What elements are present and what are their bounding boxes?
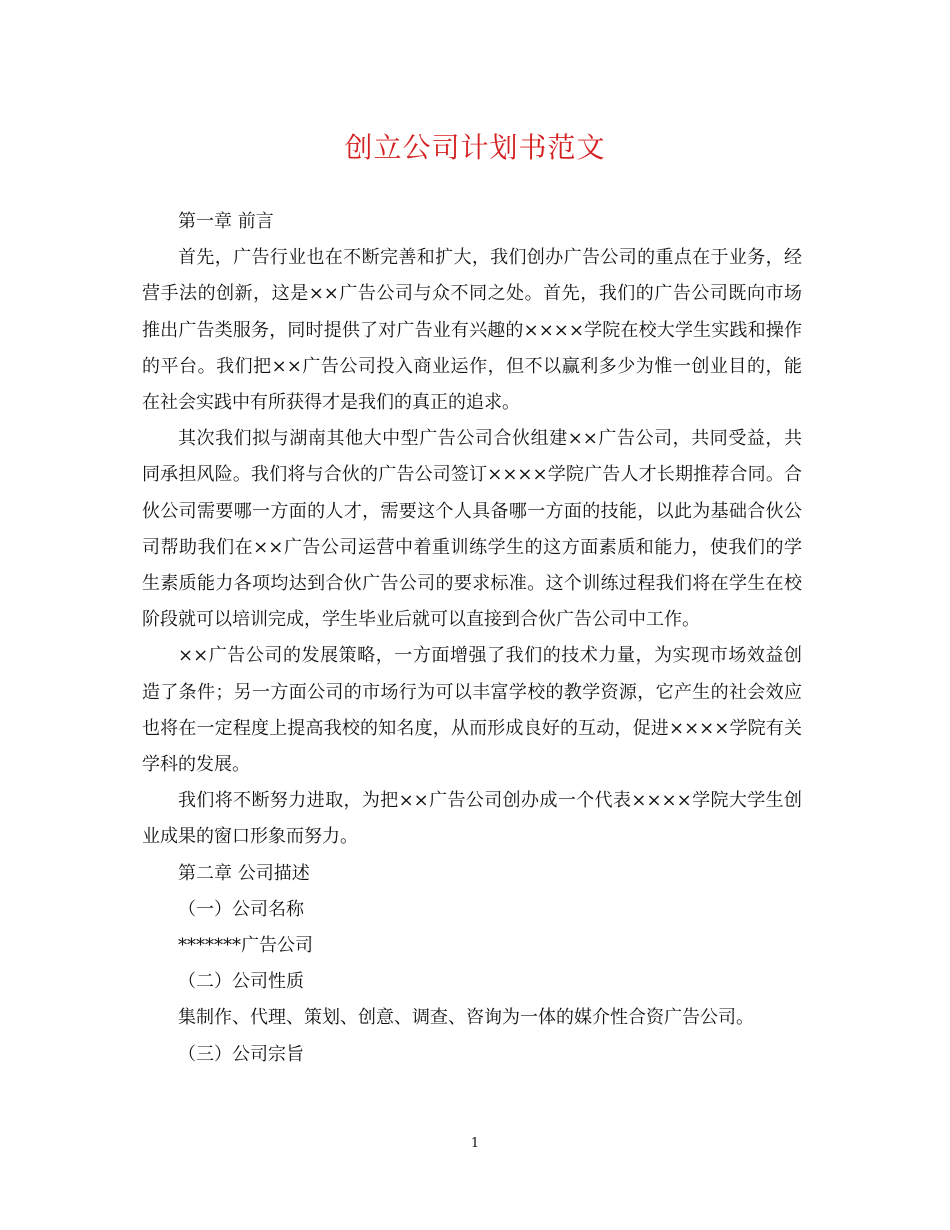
chapter-heading: 第二章 公司描述 [178,862,310,884]
body-paragraph: *******广告公司 [178,935,313,957]
page-number: 1 [470,1136,480,1151]
body-paragraph: 我们将不断努力进取，为把××广告公司创办成一个代表××××学院大学生创业成果的窗口形象而努力。 [142,790,802,848]
document-body [142,204,802,1073]
section-heading: （三）公司宗旨 [178,1043,304,1065]
section-heading: （二）公司性质 [178,971,304,993]
body-paragraph: ××广告公司的发展策略，一方面增强了我们的技术力量，为实现市场效益创造了条件；另一方面公司的市场行为可以丰富学校的教学资源，它产生的社会效应也将在一定程度上提高我校的知名度，从而形成良好的互动，促进××××学院有关学科的发展。 [142,645,802,776]
body-paragraph: 其次我们拟与湖南其他大中型广告公司合伙组建××广告公司，共同受益，共同承担风险。我们将与合伙的广告公司签订××××学院广告人才长期推荐合同。合伙公司需要哪一方面的人才，需要这个人具备哪一方面的技能，以此为基础合伙公司帮助我们在××广告公司运营中着重训练学生的这方面素质和能力，使我们的学生素质能力各项均达到合伙广告公司的要求标准。这个训练过程我们将在学生在校阶段就可以培训完成，学生毕业后就可以直接到合伙广告公司中工作。 [142,428,802,631]
chapter-heading: 第一章 前言 [178,211,274,232]
body-paragraph: 首先，广告行业也在不断完善和扩大，我们创办广告公司的重点在于业务，经营手法的创新，这是××广告公司与众不同之处。首先，我们的广告公司既向市场推出广告类服务，同时提供了对广告业有兴趣的××××学院在校大学生实践和操作的平台。我们把××广告公司投入商业运作，但不以赢利多少为惟一创业目的，能在社会实践中有所获得才是我们的真正的追求。 [142,247,802,414]
section-heading: （一）公司名称 [178,898,304,920]
body-paragraph: 集制作、代理、策划、创意、调查、咨询为一体的媒介性合资广告公司。 [178,1007,754,1029]
page-title: 创立公司计划书范文 [344,131,606,164]
